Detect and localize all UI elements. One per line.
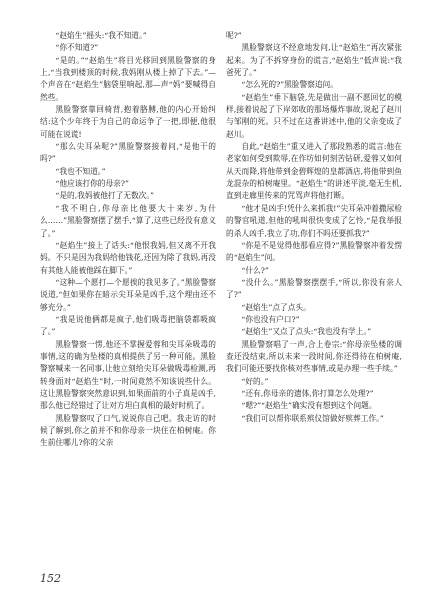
paragraph: “什么?” [241, 265, 269, 275]
paragraph: “我也不知道。” [55, 166, 106, 176]
paragraph: “我们可以帮你联系殡仪馆做好殡葬工作。” [241, 413, 384, 423]
paragraph: “他才是凶手!凭什么来抓我!”尖耳朵冲着撒尿检的警官吼道,但他的吼叫很快变成了乞怜,“是我举报的杀人凶手,我立了功,你们不吗还要抓我?” [226, 203, 402, 238]
paragraph: “我不明白,你母亲比他要大十来岁,为什么……”黑脸警察摆了摆手,“算了,这些已经没有意义了。” [40, 203, 216, 238]
paragraph: “赵焰生”又点了点头:“我也没有学上。” [241, 327, 372, 337]
paragraph: 黑脸警察靠回椅背,抱着胳膊,他的内心开始纠结:这个少年终于为自己的命运争了一把,即便,他很可能在说谎! [40, 105, 216, 139]
paragraph: “是的。”“赵焰生”将目光移回到黑脸警察的身上,“当我到楼顶的时候,我妈刚从楼上掉了下去。”—个声音在“赵焰生”脑袋里响起,那—声“妈”要喊得自然些。 [40, 55, 216, 102]
paragraph: 黑脸警察这不经意地发问,让“赵焰生”再次紧张起来。为了不拆穿身份的谎言,“赵焰生”低声说:“我爸死了。” [226, 43, 402, 78]
paragraph: “赵焰生”垂下脑袋,先是做出一副不愿回忆的模样,接着说起了下岸郊收的那场爆炸事故,说起了赵川与邹刚的死。只不过在这番讲述中,他的父亲变成了赵川。 [226, 92, 402, 139]
paragraph: “他应该打你的母亲?” [55, 179, 129, 189]
left-text-column [40, 30, 216, 450]
paragraph: “这种—个愿打—个愿挨的我见多了。”黑脸警察说道,“但如果你在暗示尖耳朵是凶手,这个理由还不够充分。” [40, 277, 216, 312]
paragraph: 呢?” [226, 31, 242, 40]
page-number: 152 [40, 572, 61, 585]
paragraph: 黑脸警察叹了口气,说说你自己吧。我走访的时候了解到,你之前并不和你母亲一块住在柏树庵。你生前住哪儿?你的父亲 [40, 413, 216, 448]
right-text-column [226, 30, 402, 425]
paragraph: 黑脸警察一愣,他还不掌握爱蓉和尖耳朵吸毒的事情,这的确为坠楼的真相提供了另一种可能。黑脸警察喊来一名同事,让他立刻给尖耳朵做吸毒检测,再转身面对“赵焰生”时,一时间竟然不知该说些什么。这让黑脸警察突然意识到,如果面前的小子真是凶手,那么他已经错过了让对方坦白真相的最好时机了。 [40, 339, 216, 411]
paragraph: “赵焰生”摇头:“我不知道。” [55, 31, 147, 40]
paragraph: “没什么。”黑脸警察摆摆手,“所以,你没有亲人了?” [226, 277, 402, 300]
paragraph: “赵焰生”点了点头。 [241, 302, 311, 312]
paragraph: “好的。” [241, 376, 269, 386]
paragraph: “你是不是觉得他那看应得?”黑脸警察冲着发愣的“赵焰生”问。 [226, 240, 402, 263]
paragraph: “怎么死的?”黑脸警察追问。 [241, 80, 338, 90]
paragraph: “我是说他俩都是疯子,他们吸毒把脑袋都吸疯了。” [40, 314, 216, 337]
paragraph: “你也没有户口?” [241, 314, 300, 324]
paragraph: “是的,我妈被他打了无数次。” [55, 191, 155, 201]
paragraph: “嗯?”“赵焰生”确实没有想到这个问题。 [241, 401, 377, 411]
paragraph: 黑脸警察唱了一声,合上卷宗:“你母亲坠楼的调查还没结束,所以未来一段时间,你还得待在柏树庵,我们可能还要找你核对些事情,或是办理一些手续。” [226, 339, 402, 374]
paragraph: “你不知道?” [55, 43, 99, 53]
paragraph: “那么尖耳朵呢?”黑脸警察接着问,“是他干的吗?” [40, 142, 216, 164]
paragraph: 自此,“赵焰生”重又进入了那段熟悉的谎言:他在老家如何受到欺辱,在作坊如何刻苦钻研,爱蓉又如何从天而降,将他带到金碧辉煌的皇都酒店,将他带到鱼龙混杂的柏树庵里。“赵焰生”的讲述平淡,毫无生机,直到走廊里传来的咒骂声将他打断。 [226, 142, 402, 201]
paragraph: “还有,你母亲的遗体,你打算怎么处理?” [241, 388, 374, 398]
paragraph: “赵焰生”接上了话头:“他恨我妈,但又离不开我妈。不只是因为我妈给他钱花,还因为除了我妈,再没有其他人能被他踩在脚下。” [40, 240, 216, 275]
